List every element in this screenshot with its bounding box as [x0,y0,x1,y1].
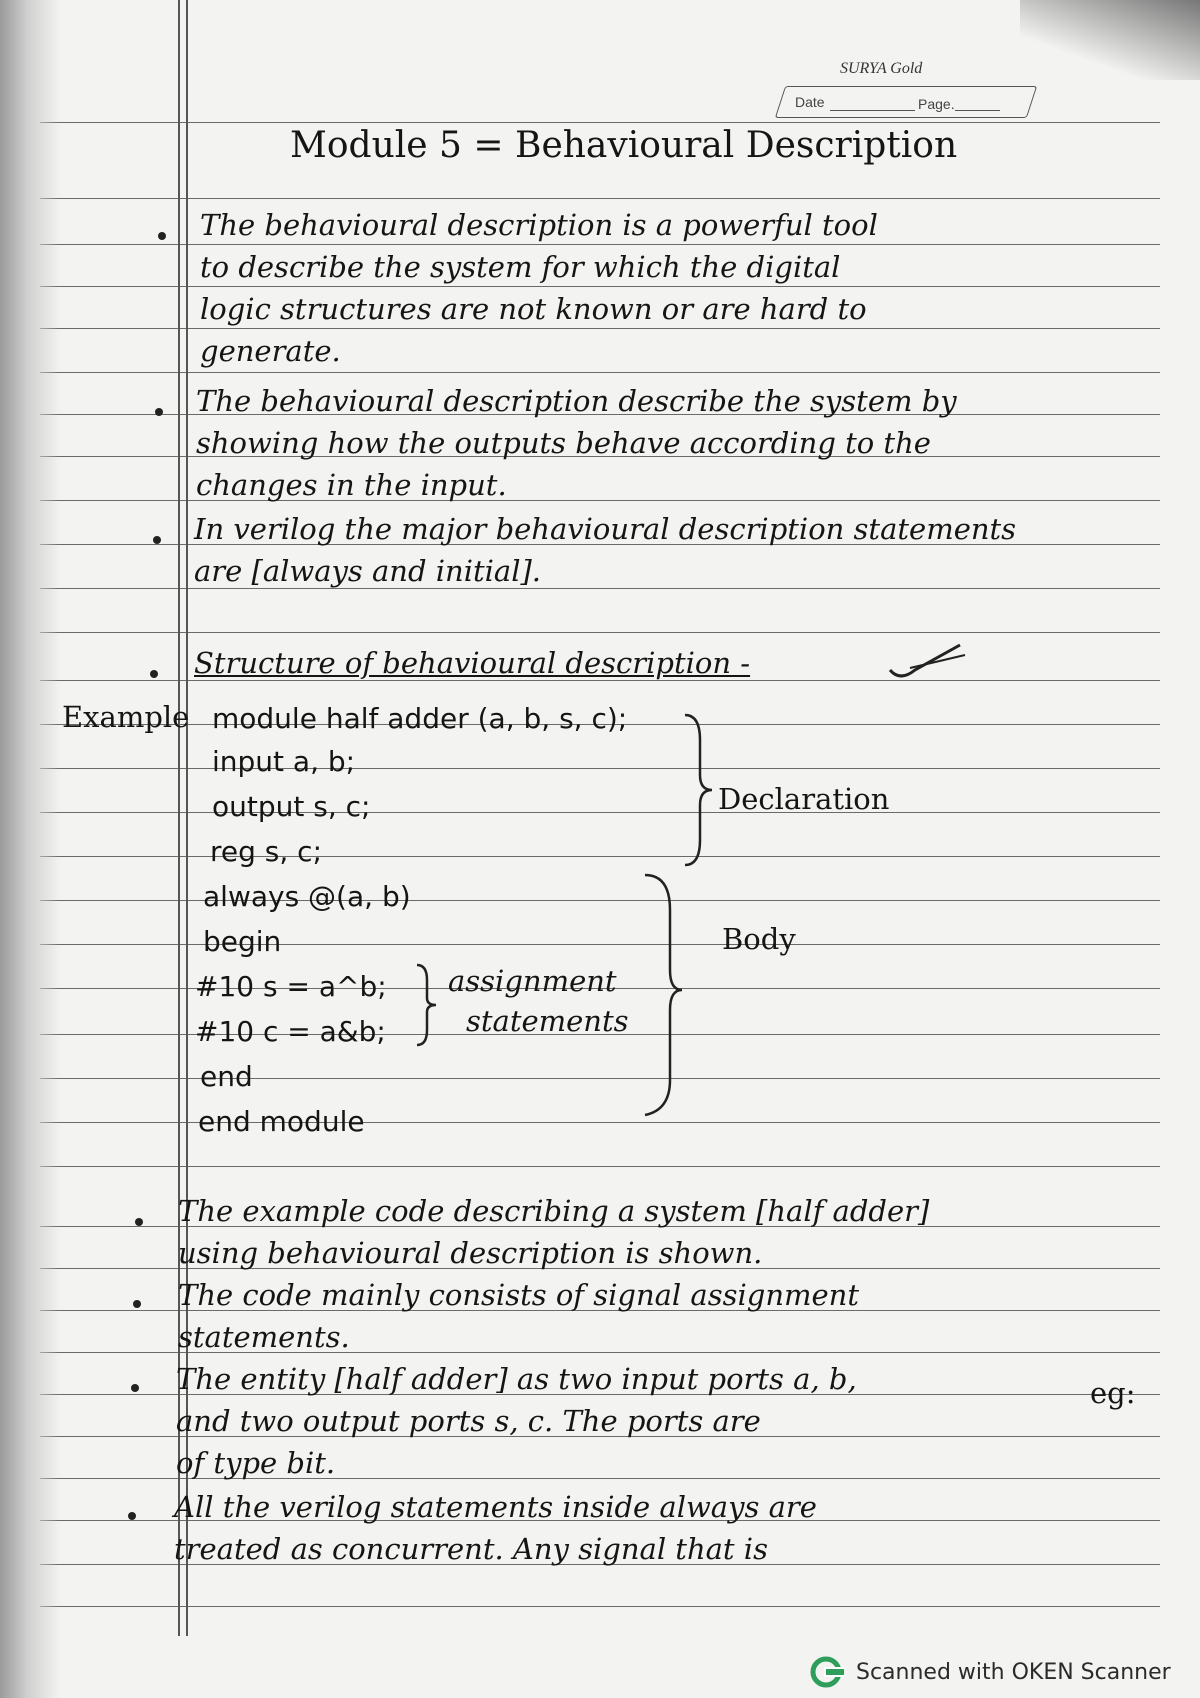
scanner-watermark [810,1652,1171,1692]
corner-shadow [1020,0,1200,80]
text-line: using behavioural description is shown. [178,1236,763,1270]
text-line: showing how the outputs behave according to the [196,426,931,460]
checkmark-icon [885,640,975,685]
bullet [155,408,163,416]
page-title: Module 5 = Behavioural Description [290,125,958,166]
ruled-line [40,588,1160,589]
ruled-line [40,1166,1160,1167]
ruled-line [40,244,1160,245]
body-label: Body [722,922,796,956]
text-line: In verilog the major behavioural description statements [194,512,1017,546]
code-line: end [200,1060,253,1093]
text-line: The behavioural description describe the system by [196,384,957,418]
example-label: Example [62,700,190,734]
ruled-line [40,680,1160,681]
bullet [131,1384,139,1392]
text-line: changes in the input. [196,468,507,502]
code-line: always @(a, b) [203,880,411,913]
code-line: begin [203,925,282,958]
bullet [153,536,161,544]
text-line: generate. [200,334,341,368]
bullet [128,1512,136,1520]
declaration-label: Declaration [718,782,890,816]
ruled-line [40,328,1160,329]
ruled-line [40,122,1160,123]
page-label: Page. [918,96,955,112]
declaration-brace [680,710,720,870]
scanner-logo-icon [810,1654,846,1690]
notebook-brand: SURYA Gold [840,60,923,77]
assignment-brace [412,960,442,1050]
text-line: and two output ports s, c. The ports are [176,1404,761,1438]
bullet [150,670,158,678]
scanner-text: Scanned with OKEN Scanner [856,1659,1171,1685]
assignment-label: statements [466,1004,629,1038]
text-line: All the verilog statements inside always are [174,1490,817,1524]
code-line: module half adder (a, b, s, c); [212,702,628,735]
bullet [158,232,166,240]
binding-shadow [0,0,60,1698]
margin-note: eg: [1090,1376,1136,1410]
ruled-line [40,1606,1160,1607]
text-line: The example code describing a system [half adder] [178,1194,930,1228]
code-line: end module [198,1105,365,1138]
text-line: The entity [half adder] as two input ports a, b, [176,1362,857,1396]
bullet [133,1300,141,1308]
body-brace [640,870,690,1120]
date-label: Date [795,94,825,110]
text-line: The code mainly consists of signal assignment [178,1278,859,1312]
code-line: reg s, c; [210,835,323,868]
ruled-line [40,856,1160,857]
ruled-line [40,286,1160,287]
code-line: input a, b; [212,745,356,778]
code-line: #10 c = a&b; [195,1015,386,1048]
text-line: of type bit. [176,1446,336,1480]
text-line: statements. [178,1320,350,1354]
ruled-line [40,198,1160,199]
ruled-line [40,372,1160,373]
date-line [830,110,915,111]
assignment-label: assignment [448,964,617,998]
text-line: treated as concurrent. Any signal that is [174,1532,768,1566]
page-line [955,110,1000,111]
text-line: logic structures are not known or are hard to [200,292,867,326]
text-line: to describe the system for which the digital [200,250,841,284]
code-line: #10 s = a^b; [195,970,387,1003]
ruled-line [40,632,1160,633]
ruled-line [40,812,1160,813]
code-line: output s, c; [212,790,371,823]
text-line: The behavioural description is a powerful tool [200,208,878,242]
ruled-line [40,768,1160,769]
structure-heading: Structure of behavioural description - [194,646,751,680]
bullet [135,1218,143,1226]
text-line: are [always and initial]. [194,554,542,588]
